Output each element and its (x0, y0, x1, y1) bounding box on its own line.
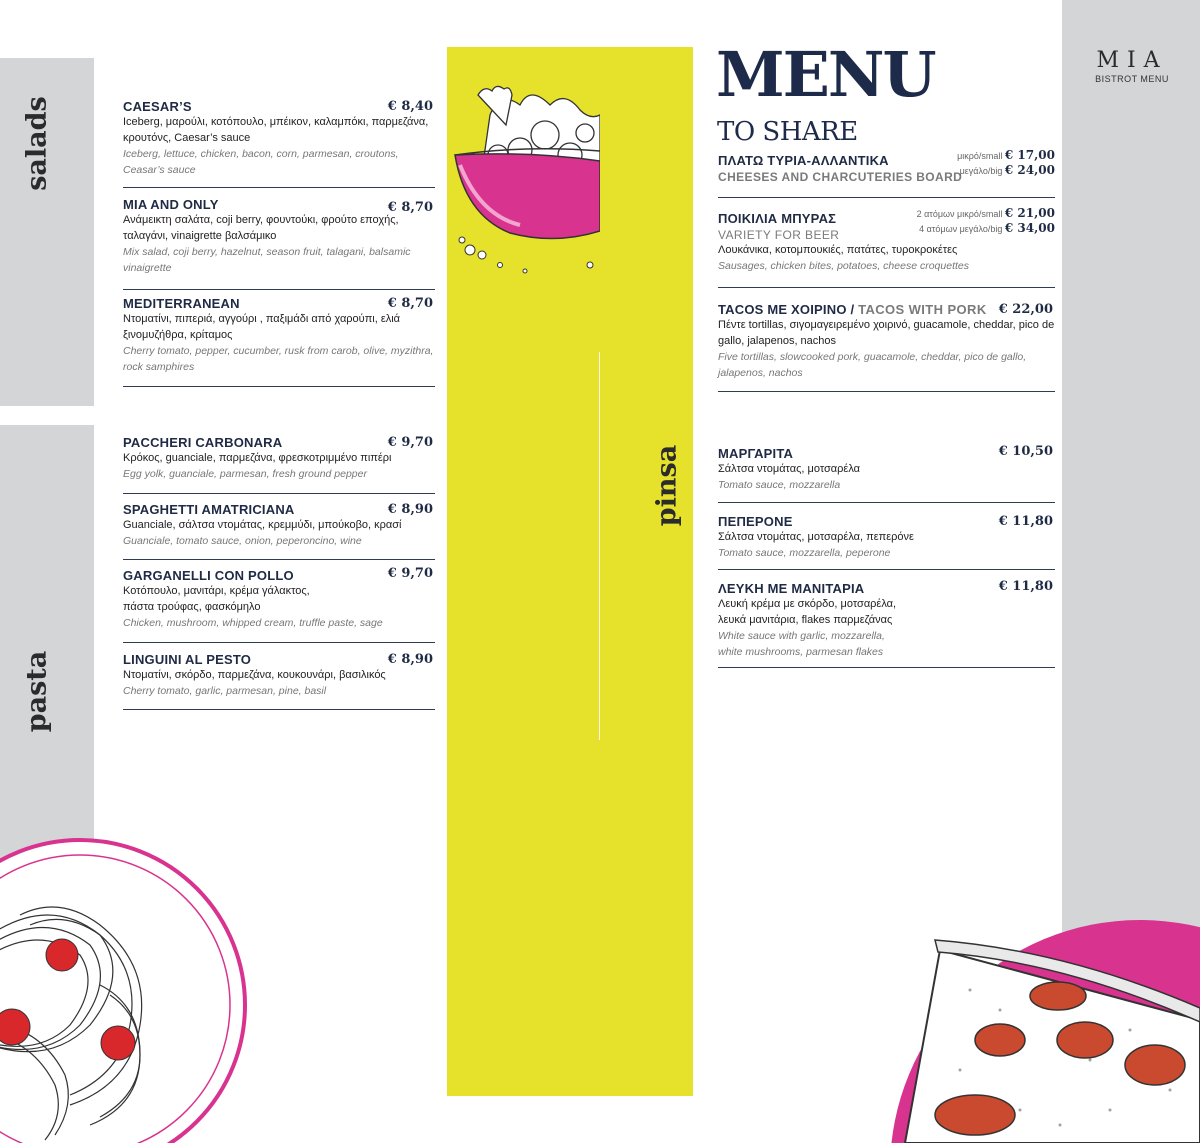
size-label: μικρό/small (957, 151, 1003, 161)
size-label: 4 ατόμων μεγάλο/big (919, 224, 1003, 234)
item-description-en: Tomato sauce, mozzarella, peperone (718, 547, 891, 559)
item-description-gr: Κοτόπουλο, μανιτάρι, κρέμα γάλακτος, πάστα τρούφας, φασκόμηλο (123, 585, 310, 613)
size-price: € 21,00 (1004, 206, 1055, 220)
item-description-gr: Ανάμεικτη σαλάτα, coji berry, φουντούκι, φρούτο εποχής, ταλαγάνι, vinaigrette βαλσάμικο (123, 214, 399, 242)
brand-logo (1072, 48, 1192, 84)
item-price: € 11,80 (998, 514, 1053, 529)
item-name: LINGUINI AL PESTO (123, 652, 252, 667)
menu-item (123, 494, 435, 560)
item-description-gr: Λουκάνικα, κοτομπουκιές, πατάτες, τυροκροκέτες (718, 244, 958, 256)
item-name: ΠΕΠΕΡΟΝΕ (718, 514, 793, 529)
item-description-en: Five tortillas, slowcooked pork, guacamole, cheddar, pico de gallo, jalapenos, nachos (718, 351, 1027, 379)
item-name: MEDITERRANEAN (123, 296, 240, 311)
size-price: € 34,00 (1004, 221, 1055, 235)
item-name: SPAGHETTI AMATRICIANA (123, 502, 295, 517)
divider-line (599, 352, 600, 740)
item-name: ΠΛΑΤΩ ΤΥΡΙΑ-ΑΛΛΑΝΤΙΚΑ (718, 153, 889, 168)
pasta-plate-illustration (0, 835, 250, 1143)
menu-item (123, 433, 435, 494)
item-description-en: Mix salad, coji berry, hazelnut, season fruit, talagani, balsamic vinaigrette (123, 246, 411, 274)
item-name: PACCHERI CARBONARA (123, 435, 283, 450)
salads-list (123, 97, 435, 387)
menu-item (123, 560, 435, 643)
size-price: € 17,00 (1004, 148, 1055, 162)
item-description-en: Chicken, mushroom, whipped cream, truffle paste, sage (123, 617, 383, 629)
item-description-gr: Πέντε tortillas, σιγομαγειρεμένο χοιρινό, guacamole, cheddar, pico de gallo, jalapenos, nachos (718, 319, 1055, 347)
pasta-list (123, 433, 435, 710)
section-label-pinsa: pinsa (651, 444, 683, 527)
menu-item (718, 198, 1055, 288)
pizza-slice-illustration (880, 910, 1200, 1143)
section-title-to-share: TO SHARE (717, 117, 858, 147)
menu-item (123, 290, 435, 387)
menu-item (123, 188, 435, 290)
item-price: € 11,80 (998, 579, 1053, 594)
item-description-en: Sausages, chicken bites, potatoes, cheese croquettes (718, 260, 969, 272)
item-price: € 10,50 (998, 444, 1053, 459)
item-description-gr: Σάλτσα ντομάτας, μοτσαρέλα (718, 463, 861, 475)
menu-item (123, 97, 435, 188)
item-name: GARGANELLI CON POLLO (123, 568, 294, 583)
item-description-en: White sauce with garlic, mozzarella, white mushrooms, parmesan flakes (718, 630, 885, 658)
item-name: MIA AND ONLY (123, 197, 219, 212)
section-label-pasta: pasta (21, 650, 53, 733)
item-description-gr: Guanciale, σάλτσα ντομάτας, κρεμμύδι, μπούκοβο, κρασί (123, 519, 402, 531)
item-description-en: Guanciale, tomato sauce, onion, peperoncino, wine (123, 535, 362, 547)
item-subtitle: VARIETY FOR BEER (718, 228, 840, 242)
item-price: € 8,70 (387, 296, 433, 311)
item-description-en: Cherry tomato, garlic, parmesan, pine, basil (123, 685, 327, 697)
item-price: € 8,90 (387, 502, 433, 517)
menu-item (718, 150, 1055, 198)
size-price: € 24,00 (1004, 163, 1055, 177)
size-label: 2 ατόμων μικρό/small (916, 209, 1003, 219)
item-name: CAESAR’S (123, 99, 192, 114)
item-description-gr: Σάλτσα ντομάτας, μοτσαρέλα, πεπερόνε (718, 531, 914, 543)
item-name: ΜΑΡΓΑΡΙΤΑ (718, 446, 794, 461)
brand-name: MIA (1096, 48, 1168, 73)
item-name-gr: TACOS ΜΕ ΧΟΙΡΙΝΟ / (718, 302, 859, 317)
item-size-prices (917, 206, 1055, 236)
item-description-en: Iceberg, lettuce, chicken, bacon, corn, parmesan, croutons, Ceasar’s sauce (123, 148, 399, 176)
item-description-gr: Ντοματίνι, πιπεριά, αγγούρι , παξιμάδι από χαρούπι, ελιά ξινομυζήθρα, κρίταμος (123, 313, 401, 341)
brand-subtitle: BISTROT MENU (1095, 74, 1169, 84)
menu-item (718, 570, 1055, 668)
section-label-salads: salads (21, 96, 53, 191)
menu-item (718, 288, 1055, 392)
item-price: € 8,90 (387, 652, 433, 667)
item-price: € 8,40 (387, 99, 433, 114)
item-price: € 8,70 (387, 200, 433, 215)
menu-item (123, 643, 435, 710)
item-name: ΛΕΥΚΗ ΜΕ ΜΑΝΙΤΑΡΙΑ (718, 581, 865, 596)
item-price: € 22,00 (998, 302, 1053, 317)
share-list (718, 150, 1055, 392)
item-name-en: TACOS WITH PORK (858, 302, 987, 317)
item-description-gr: Λευκή κρέμα με σκόρδο, μοτσαρέλα, λευκά μανιτάρια, flakes παρμεζάνας (718, 598, 897, 626)
pinsa-list (718, 444, 1055, 668)
item-size-prices (957, 148, 1055, 178)
item-description-en: Cherry tomato, pepper, cucumber, rusk from carob, olive, myzithra, rock samphires (123, 345, 434, 373)
menu-item (718, 444, 1055, 503)
salad-bowl-illustration (450, 75, 600, 280)
item-name: ΠΟΙΚΙΛΙΑ ΜΠΥΡΑΣ (718, 211, 837, 226)
item-description-en: Egg yolk, guanciale, parmesan, fresh ground pepper (123, 468, 367, 480)
item-description-en: Tomato sauce, mozzarella (718, 479, 841, 491)
menu-item (718, 503, 1055, 570)
page-title: MENU (716, 38, 935, 111)
item-price: € 9,70 (387, 435, 433, 450)
item-description-gr: Iceberg, μαρούλι, κοτόπουλο, μπέικον, καλαμπόκι, παρμεζάνα, κρουτόνς, Caesar’s sauce (123, 116, 429, 144)
item-price: € 9,70 (387, 566, 433, 581)
item-description-gr: Ντοματίνι, σκόρδο, παρμεζάνα, κουκουνάρι, βασιλικός (123, 669, 386, 681)
item-subtitle: CHEESES AND CHARCUTERIES BOARD (718, 170, 963, 184)
size-label: μεγάλο/big (959, 166, 1003, 176)
item-description-gr: Κρόκος, guanciale, παρμεζάνα, φρεσκοτριμμένο πιπέρι (123, 452, 392, 464)
